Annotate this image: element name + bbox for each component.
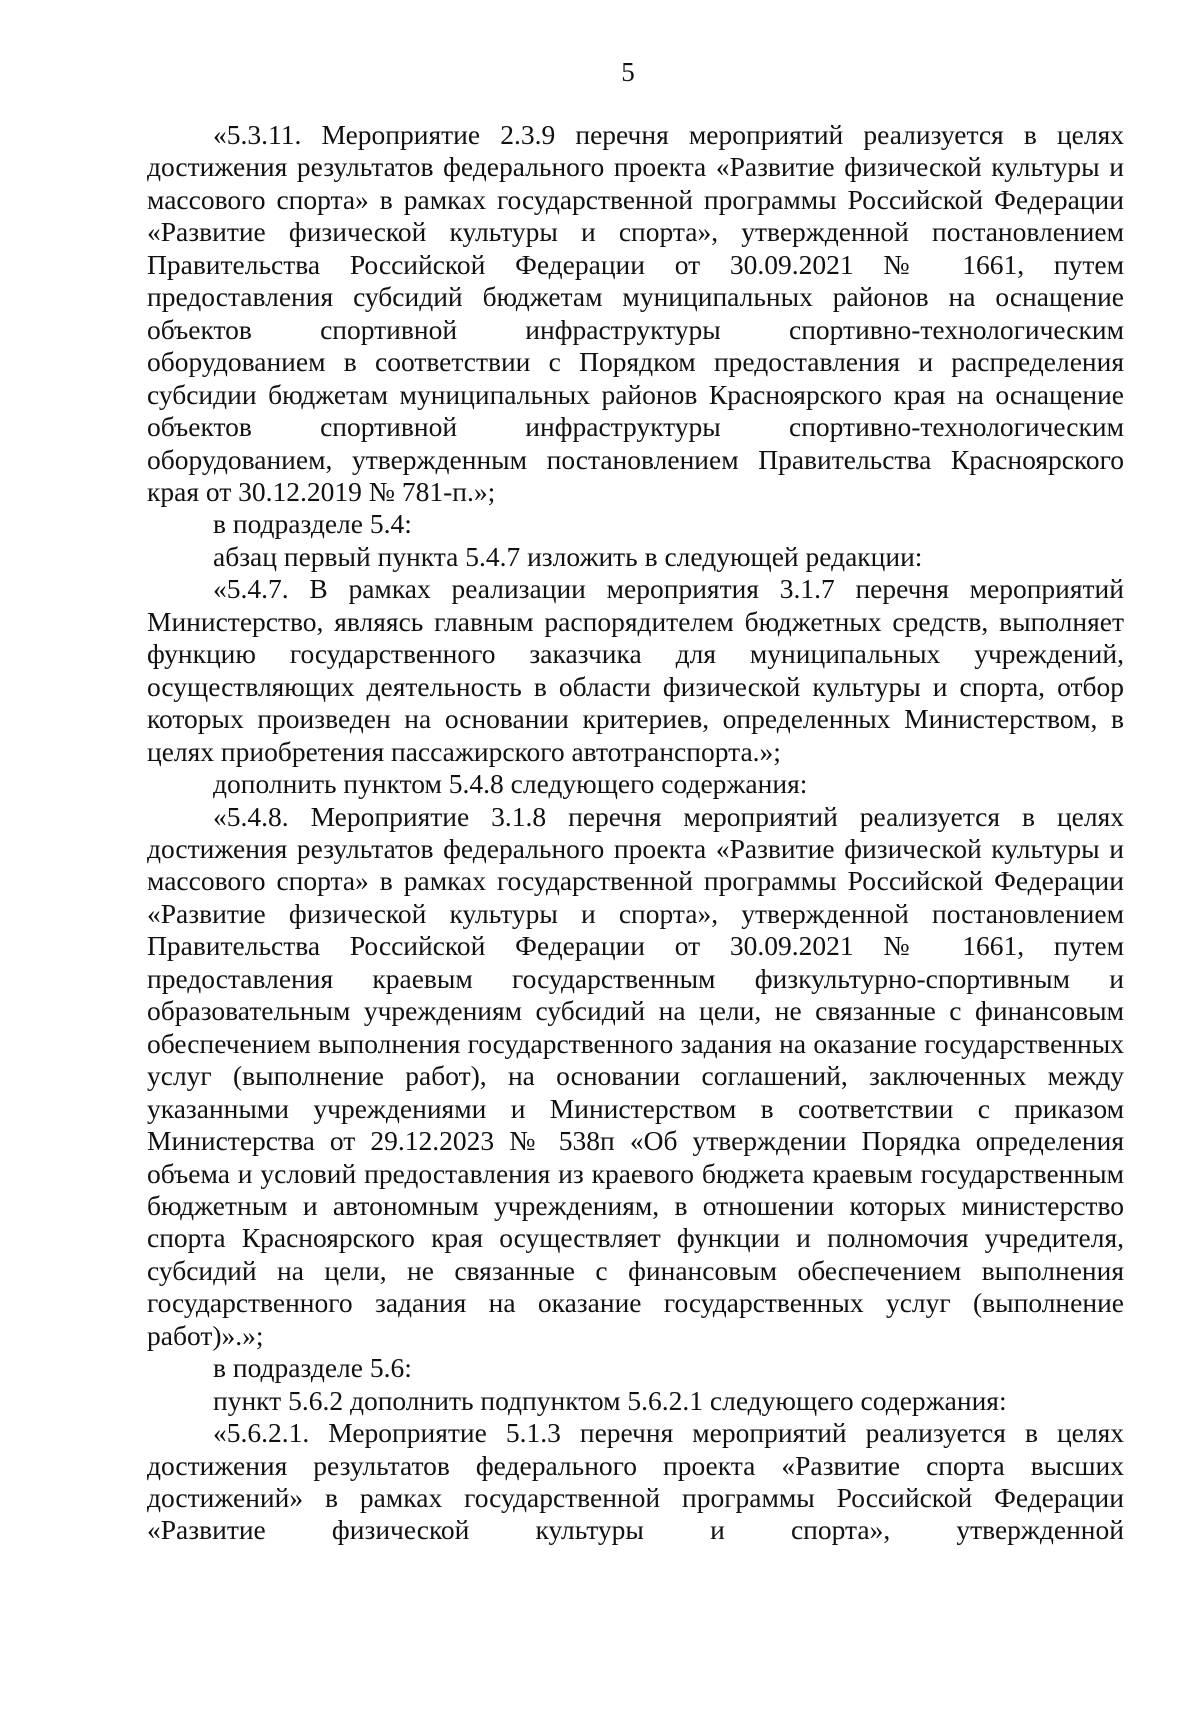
paragraph-5-6-2-1: «5.6.2.1. Мероприятие 5.1.3 перечня мероприятий реализуется в целях достижения результатов федерального проекта «Развитие спорта высших достижений» в рамках государственной программы Российской Федерации «Развитие физической культуры и спорта», утвержденной xyxy=(147,1417,1124,1546)
paragraph-subsection-5-4: в подразделе 5.4: xyxy=(213,508,412,540)
paragraph-instruction-5-6-2-1: пункт 5.6.2 дополнить подпунктом 5.6.2.1 следующего содержания: xyxy=(213,1384,1007,1416)
page-number: 5 xyxy=(621,57,635,87)
paragraph-instruction-5-4-8: дополнить пунктом 5.4.8 следующего содержания: xyxy=(213,768,808,800)
paragraph-5-4-8: «5.4.8. Мероприятие 3.1.8 перечня мероприятий реализуется в целях достижения результатов федерального проекта «Развитие физической культуры и массового спорта» в рамках государственной программы Российской Федерации «Развитие физической культуры и спорта», утвержденной постановлением Правительства Российской Федерации от 30.09.2021 № 1661, путем предоставления краевым государственным физкультурно-спортивным и образовательным учреждениям субсидий на цели, не связанные с финансовым обеспечением выполнения государственного задания на оказание государственных услуг (выполнение работ), на основании соглашений, заключенных между указанными учреждениями и Министерством в соответствии с приказом Министерства от 29.12.2023 № 538п «Об утверждении Порядка определения объема и условий предоставления из краевого бюджета краевым государственным бюджетным и автономным учреждениям, в отношении которых министерство спорта Красноярского края осуществляет функции и полномочия учредителя, субсидий на цели, не связанные с финансовым обеспечением выполнения государственного задания на оказание государственных услуг (выполнение работ)».»; xyxy=(147,800,1124,1351)
paragraph-instruction-5-4-7: абзац первый пункта 5.4.7 изложить в следующей редакции: xyxy=(213,540,923,572)
paragraph-5-4-7: «5.4.7. В рамках реализации мероприятия 3.1.7 перечня мероприятий Министерство, являясь главным распорядителем бюджетных средств, выполняет функцию государственного заказчика для муниципальных учреждений, осуществляющих деятельность в области физической культуры и спорта, отбор которых произведен на основании критериев, определенных Министерством, в целях приобретения пассажирского автотранспорта.»; xyxy=(147,573,1124,767)
document-body xyxy=(147,119,1124,1547)
paragraph-subsection-5-6: в подразделе 5.6: xyxy=(213,1352,412,1384)
paragraph-5-3-11: «5.3.11. Мероприятие 2.3.9 перечня мероприятий реализуется в целях достижения результатов федерального проекта «Развитие физической культуры и массового спорта» в рамках государственной программы Российской Федерации «Развитие физической культуры и спорта», утвержденной постановлением Правительства Российской Федерации от 30.09.2021 № 1661, путем предоставления субсидий бюджетам муниципальных районов на оснащение объектов спортивной инфраструктуры спортивно-технологическим оборудованием в соответствии с Порядком предоставления и распределения субсидии бюджетам муниципальных районов Красноярского края на оснащение объектов спортивной инфраструктуры спортивно-технологическим оборудованием, утвержденным постановлением Правительства Красноярского края от 30.12.2019 № 781-п.»; xyxy=(147,119,1124,507)
